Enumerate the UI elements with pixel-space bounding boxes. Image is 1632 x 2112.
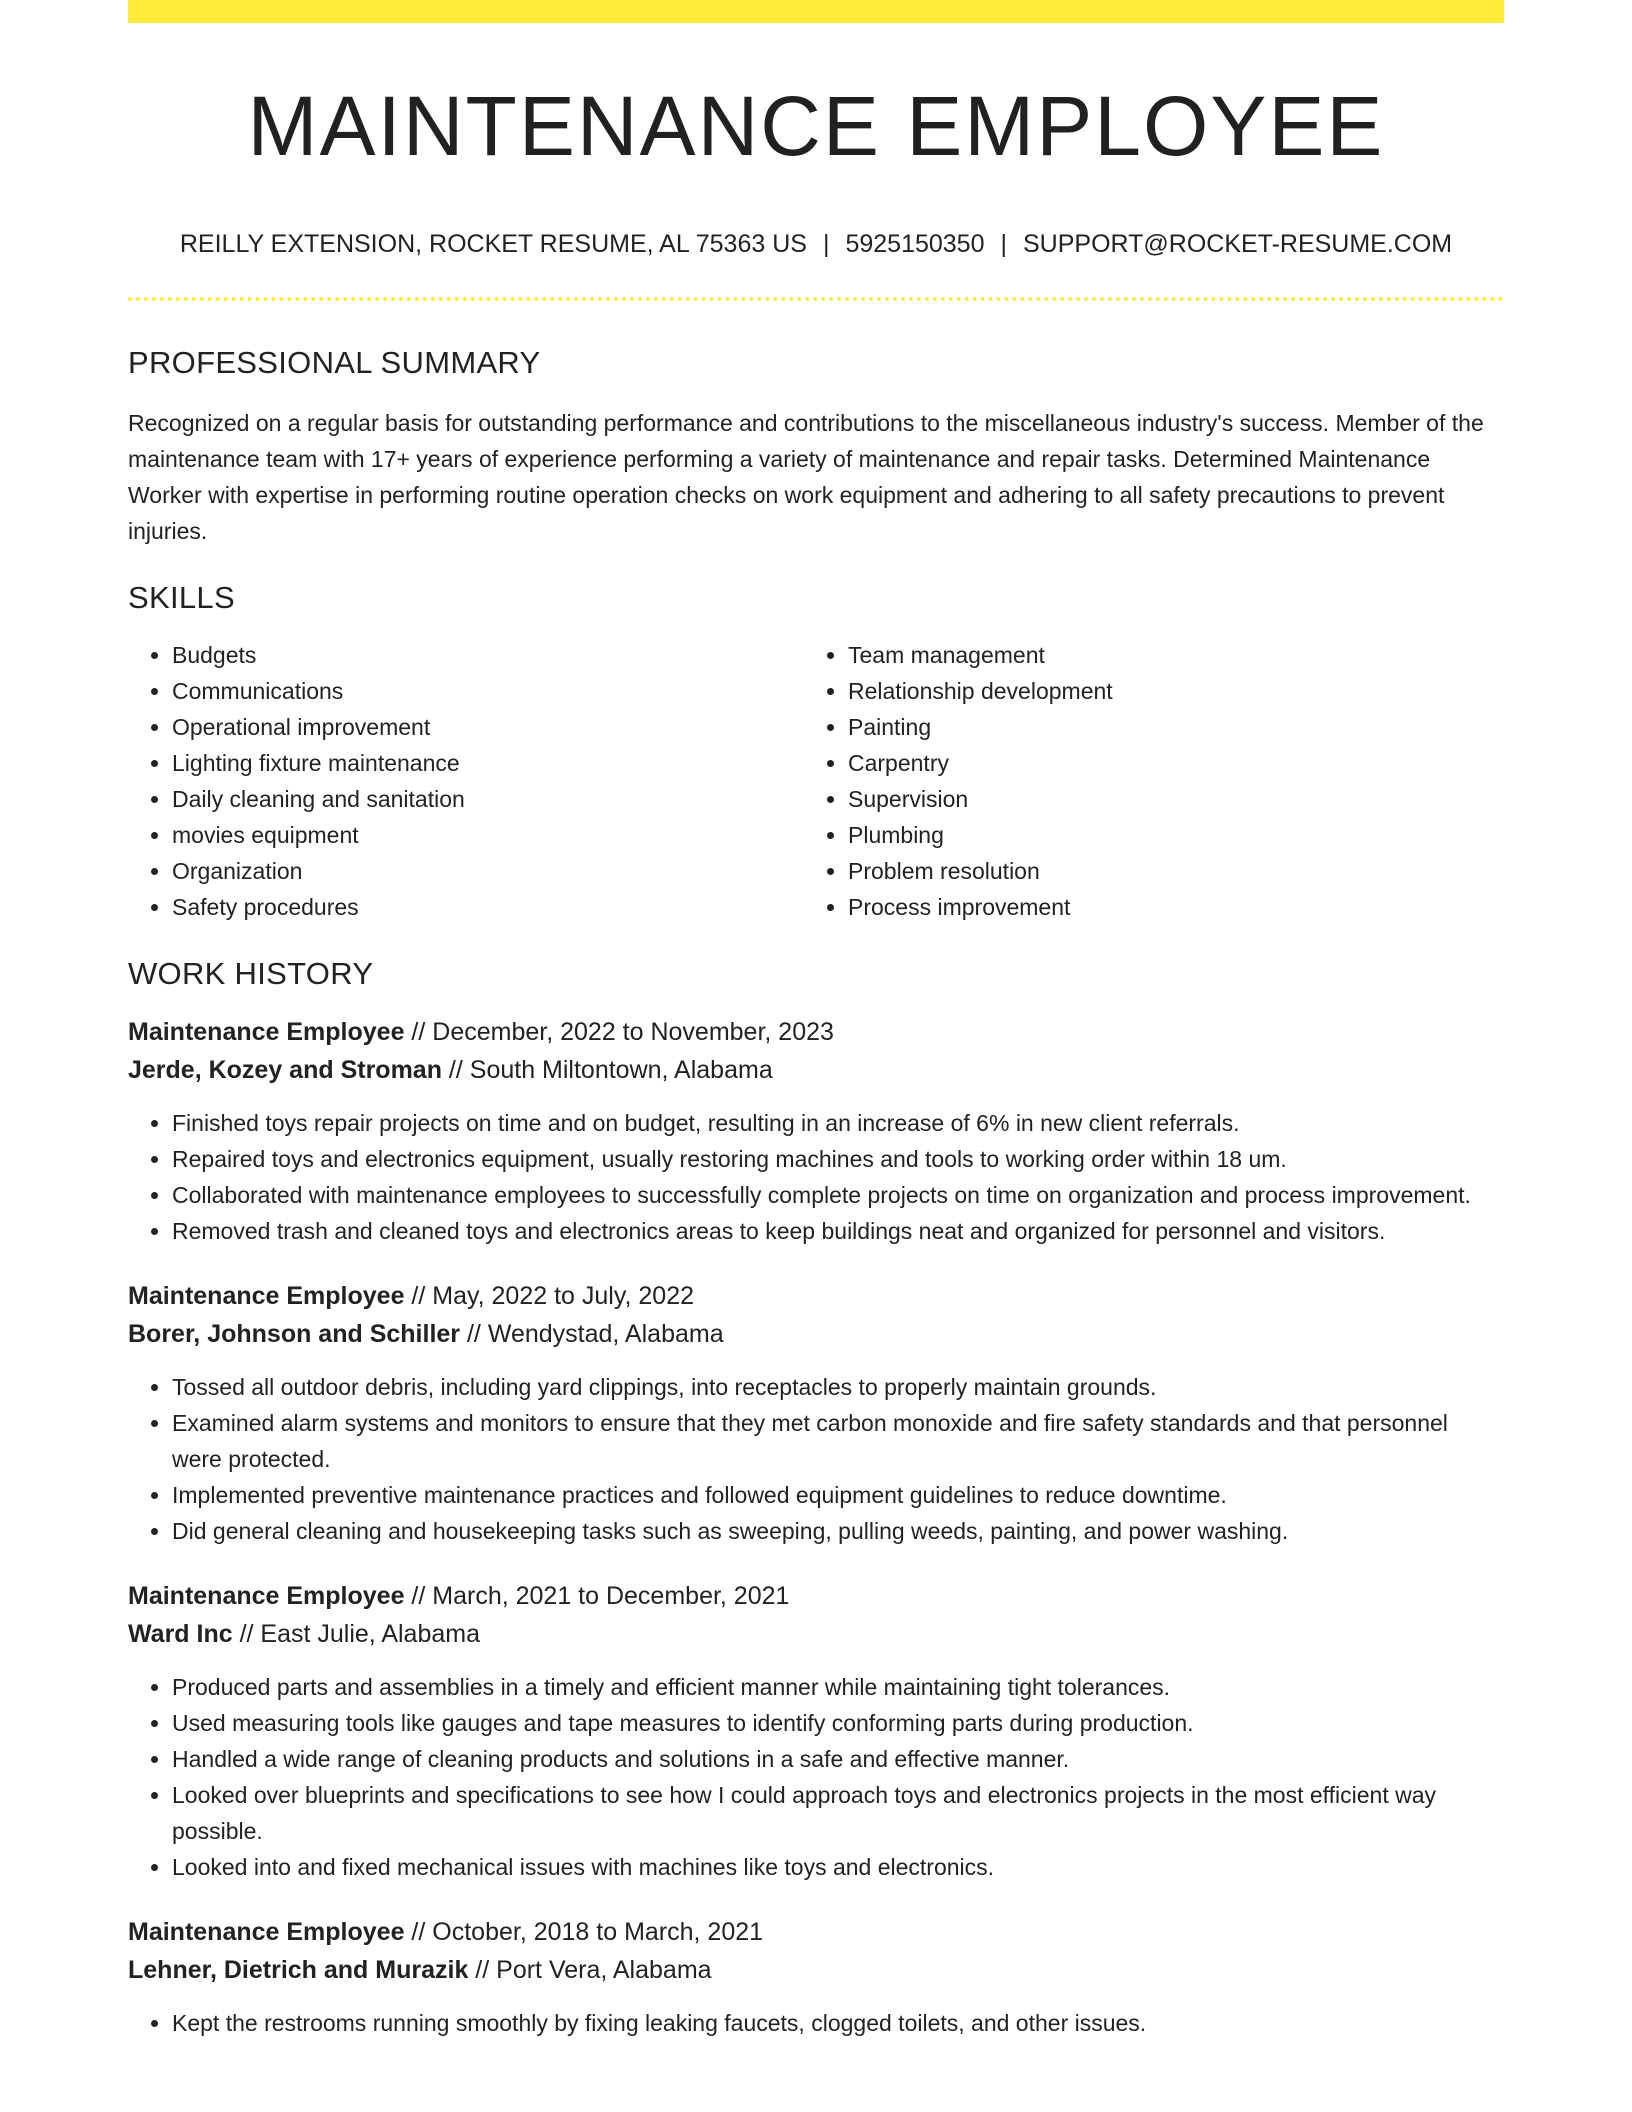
- skills-heading: SKILLS: [128, 580, 235, 615]
- skill-item: • Plumbing: [848, 817, 1480, 853]
- job-bullet: • Tossed all outdoor debris, including yard clippings, into receptacles to properly maintain grounds.: [172, 1369, 1504, 1405]
- job-bullet: • Repaired toys and electronics equipment, usually restoring machines and tools to working order within 18 um.: [172, 1141, 1504, 1177]
- skill-item: • Process improvement: [848, 889, 1480, 925]
- resume-page: [128, 0, 1504, 2041]
- job-bullet: • Finished toys repair projects on time and on budget, resulting in an increase of 6% in new client referrals.: [172, 1105, 1504, 1141]
- job-bullet: • Did general cleaning and housekeeping tasks such as sweeping, pulling weeds, painting, and power washing.: [172, 1513, 1504, 1549]
- job-bullet: • Handled a wide range of cleaning products and solutions in a safe and effective manner.: [172, 1741, 1504, 1777]
- work-history-heading: WORK HISTORY: [128, 956, 374, 991]
- skills-list: [128, 637, 1504, 925]
- contact-email: SUPPORT@ROCKET-RESUME.COM: [1023, 230, 1453, 258]
- skill-item: • Supervision: [848, 781, 1480, 817]
- skill-item: • Operational improvement: [172, 709, 804, 745]
- job-company-line: [128, 1051, 1504, 1089]
- summary-text: Recognized on a regular basis for outstanding performance and contributions to the miscellaneous industry's success. Member of the maintenance team with 17+ years of experience performing a variety of maintenance and repair tasks. Determined Maintenance Worker with expertise in performing routine operation checks on work equipment and adhering to all safety precautions to prevent injuries.: [128, 410, 1484, 544]
- job-role-line: [128, 1013, 1504, 1051]
- contact-separator: |: [822, 230, 830, 258]
- job-company: Ward Inc: [128, 1620, 233, 1648]
- dotted-divider: [128, 297, 1504, 301]
- skill-item: • Daily cleaning and sanitation: [172, 781, 804, 817]
- skill-item: • Painting: [848, 709, 1480, 745]
- job-role: Maintenance Employee: [128, 1582, 405, 1610]
- job-entry: [128, 1013, 1504, 1249]
- job-dates: // May, 2022 to July, 2022: [404, 1282, 694, 1310]
- job-bullet: • Used measuring tools like gauges and tape measures to identify conforming parts during production.: [172, 1705, 1504, 1741]
- skill-item: • Relationship development: [848, 673, 1480, 709]
- job-bullet: • Implemented preventive maintenance practices and followed equipment guidelines to reduce downtime.: [172, 1477, 1504, 1513]
- job-bullet: • Examined alarm systems and monitors to ensure that they met carbon monoxide and fire safety standards and that personnel were protected.: [172, 1405, 1504, 1477]
- skill-item: • Budgets: [172, 637, 804, 673]
- job-bullets: [128, 1105, 1504, 1249]
- job-bullets: [128, 2005, 1504, 2041]
- skill-item: • Problem resolution: [848, 853, 1480, 889]
- candidate-name: MAINTENANCE EMPLOYEE: [247, 79, 1385, 173]
- job-dates: // October, 2018 to March, 2021: [404, 1918, 764, 1946]
- contact-address: REILLY EXTENSION, ROCKET RESUME, AL 75363 US: [179, 230, 807, 258]
- job-company: Lehner, Dietrich and Murazik: [128, 1956, 469, 1984]
- job-role-line: [128, 1277, 1504, 1315]
- skills-column-right: [804, 637, 1480, 925]
- job-location: // South Miltontown, Alabama: [441, 1056, 773, 1084]
- job-entry: [128, 1577, 1504, 1885]
- job-bullet: • Looked over blueprints and specifications to see how I could approach toys and electronics projects in the most efficient way possible.: [172, 1777, 1504, 1849]
- skill-item: • Carpentry: [848, 745, 1480, 781]
- job-company-line: [128, 1615, 1504, 1653]
- job-bullets: [128, 1669, 1504, 1885]
- job-company-line: [128, 1951, 1504, 1989]
- job-location: // East Julie, Alabama: [232, 1620, 480, 1648]
- summary-heading: PROFESSIONAL SUMMARY: [128, 345, 541, 380]
- skill-item: • Organization: [172, 853, 804, 889]
- accent-bar: [128, 0, 1504, 23]
- job-role: Maintenance Employee: [128, 1918, 405, 1946]
- job-role: Maintenance Employee: [128, 1018, 405, 1046]
- job-company-line: [128, 1315, 1504, 1353]
- skills-column-left: [128, 637, 804, 925]
- skill-item: • Lighting fixture maintenance: [172, 745, 804, 781]
- contact-phone: 5925150350: [845, 230, 985, 258]
- job-dates: // March, 2021 to December, 2021: [404, 1582, 790, 1610]
- skill-item: • Team management: [848, 637, 1480, 673]
- job-role: Maintenance Employee: [128, 1282, 405, 1310]
- contact-line: [128, 232, 1504, 257]
- contact-separator: |: [1000, 230, 1007, 258]
- job-bullet: • Kept the restrooms running smoothly by fixing leaking faucets, clogged toilets, and other issues.: [172, 2005, 1504, 2041]
- job-dates: // December, 2022 to November, 2023: [404, 1018, 834, 1046]
- job-bullet: • Looked into and fixed mechanical issues with machines like toys and electronics.: [172, 1849, 1504, 1885]
- job-entry: [128, 1913, 1504, 2041]
- job-company: Jerde, Kozey and Stroman: [128, 1056, 442, 1084]
- job-bullets: [128, 1369, 1504, 1549]
- skill-item: • Safety procedures: [172, 889, 804, 925]
- job-company: Borer, Johnson and Schiller: [128, 1320, 461, 1348]
- job-bullet: • Produced parts and assemblies in a timely and efficient manner while maintaining tight tolerances.: [172, 1669, 1504, 1705]
- job-role-line: [128, 1913, 1504, 1951]
- skill-item: • movies equipment: [172, 817, 804, 853]
- skill-item: • Communications: [172, 673, 804, 709]
- job-location: // Wendystad, Alabama: [460, 1320, 724, 1348]
- job-bullet: • Collaborated with maintenance employees to successfully complete projects on time on organization and process improvement.: [172, 1177, 1504, 1213]
- job-location: // Port Vera, Alabama: [468, 1956, 712, 1984]
- job-role-line: [128, 1577, 1504, 1615]
- job-bullet: • Removed trash and cleaned toys and electronics areas to keep buildings neat and organized for personnel and visitors.: [172, 1213, 1504, 1249]
- work-history: [128, 1013, 1504, 2041]
- job-entry: [128, 1277, 1504, 1549]
